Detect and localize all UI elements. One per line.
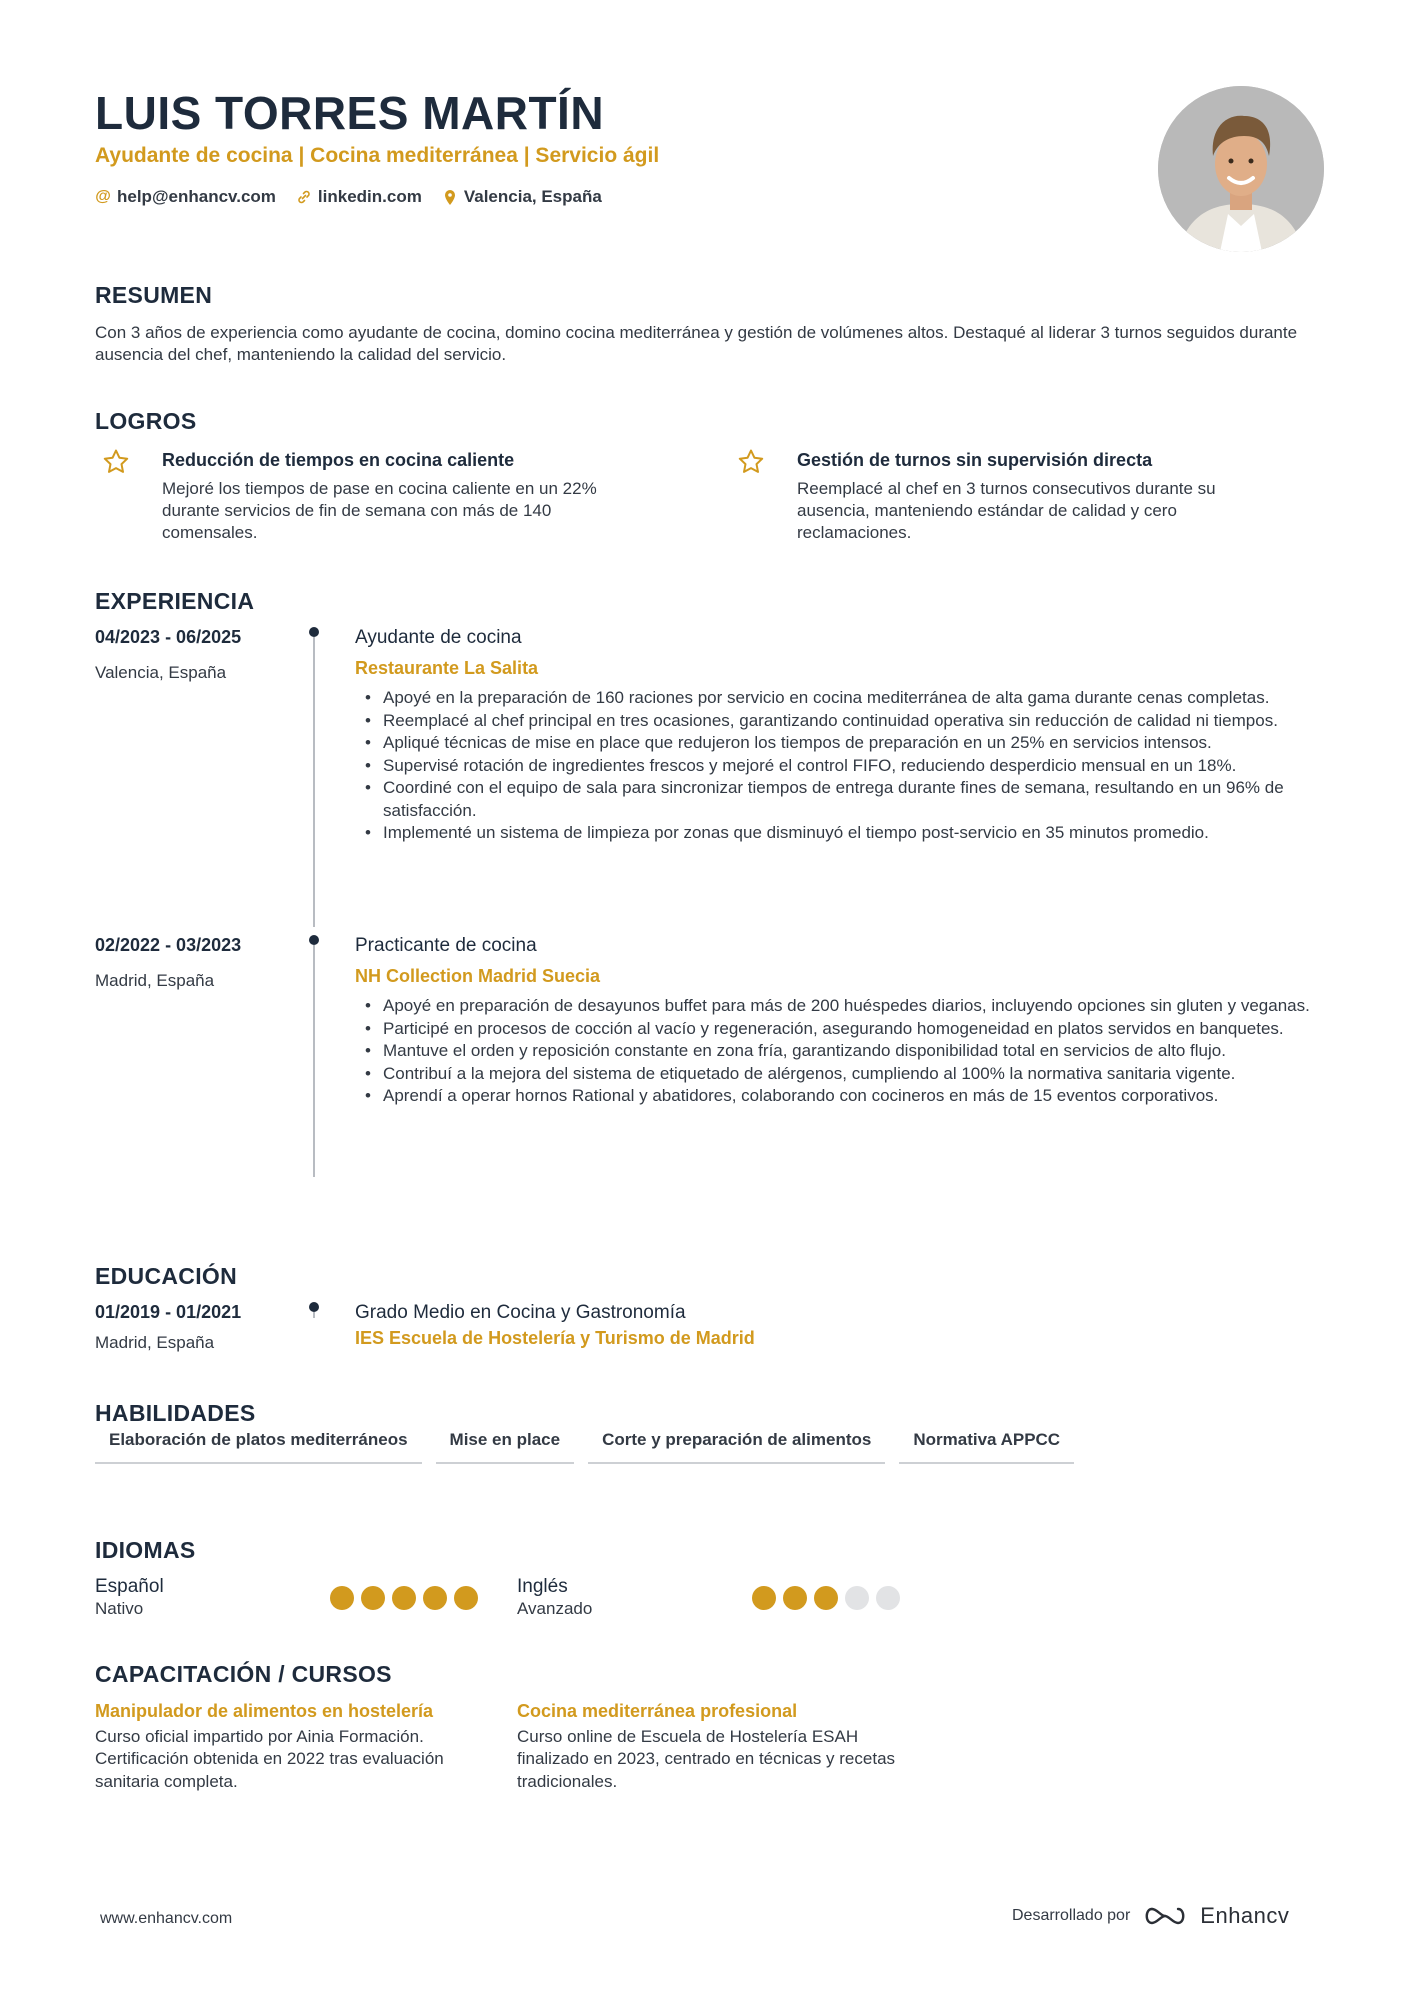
course-title: Manipulador de alimentos en hostelería bbox=[95, 1701, 434, 1721]
experience-bullet: • Coordiné con el equipo de sala para sincronizar tiempos de entrega durante fines de semana, resultando en un 96% de satisfacción. bbox=[355, 777, 1325, 822]
languages-title: IDIOMAS bbox=[95, 1537, 196, 1563]
at-icon: @ bbox=[95, 188, 111, 205]
language-level: Nativo bbox=[95, 1599, 144, 1618]
experience-bullet: • Reemplacé al chef principal en tres ocasiones, garantizando continuidad operativa sin reducción de calidad ni tiempos. bbox=[355, 710, 1325, 733]
experience-bullet: • Supervisé rotación de ingredientes frescos y mejoré el control FIFO, reduciendo desperdicio mensual en un 18%. bbox=[355, 755, 1325, 778]
experience-dates: 04/2023 - 06/2025 bbox=[95, 627, 242, 647]
timeline-dot bbox=[309, 627, 319, 637]
language-rating bbox=[752, 1586, 900, 1610]
achievements-title: LOGROS bbox=[95, 408, 197, 434]
experience-bullet: • Apoyé en la preparación de 160 raciones por servicio en cocina mediterránea de alta gama durante cenas completas. bbox=[355, 687, 1325, 710]
experience-bullet: • Participé en procesos de cocción al vacío y regeneración, asegurando homogeneidad en platos servidos en banquetes. bbox=[355, 1018, 1325, 1041]
rating-dot-filled bbox=[814, 1586, 838, 1610]
enhancv-logo-icon bbox=[1142, 1904, 1188, 1928]
candidate-name: LUIS TORRES MARTÍN bbox=[95, 87, 605, 139]
experience-bullet: • Contribuí a la mejora del sistema de etiquetado de alérgenos, cumpliendo al 100% la normativa sanitaria vigente. bbox=[355, 1063, 1325, 1086]
footer-website[interactable]: www.enhancv.com bbox=[100, 1910, 233, 1927]
education-title: EDUCACIÓN bbox=[95, 1263, 237, 1289]
footer-branding bbox=[1012, 1903, 1289, 1929]
contact-email[interactable] bbox=[95, 187, 276, 207]
rating-dot-empty bbox=[876, 1586, 900, 1610]
contact-list bbox=[95, 187, 602, 207]
language-name: Inglés bbox=[517, 1576, 568, 1597]
education-degree: Grado Medio en Cocina y Gastronomía bbox=[355, 1302, 686, 1323]
rating-dot-empty bbox=[845, 1586, 869, 1610]
contact-location bbox=[442, 187, 602, 207]
rating-dot-filled bbox=[330, 1586, 354, 1610]
course-text: Curso oficial impartido por Ainia Formación. Certificación obtenida en 2022 tras evaluación sanitaria completa. bbox=[95, 1726, 444, 1791]
star-icon bbox=[737, 448, 765, 476]
rating-dot-filled bbox=[423, 1586, 447, 1610]
footer-powered-by: Desarrollado por bbox=[1012, 1907, 1131, 1924]
experience-company: NH Collection Madrid Suecia bbox=[355, 966, 601, 986]
experience-role: Ayudante de cocina bbox=[355, 627, 522, 648]
timeline-dot bbox=[309, 935, 319, 945]
skill-tag: Corte y preparación de alimentos bbox=[588, 1430, 885, 1464]
experience-dates: 02/2022 - 03/2023 bbox=[95, 935, 242, 955]
contact-email-text: help@enhancv.com bbox=[117, 187, 276, 206]
achievement-title: Gestión de turnos sin supervisión directa bbox=[797, 450, 1153, 470]
timeline-line bbox=[313, 945, 315, 1177]
courses-title: CAPACITACIÓN / CURSOS bbox=[95, 1661, 392, 1687]
rating-dot-filled bbox=[392, 1586, 416, 1610]
education-school: IES Escuela de Hostelería y Turismo de Madrid bbox=[355, 1328, 755, 1348]
education-dates: 01/2019 - 01/2021 bbox=[95, 1302, 242, 1322]
candidate-headline: Ayudante de cocina | Cocina mediterránea | Servicio ágil bbox=[95, 144, 660, 167]
link-icon bbox=[296, 189, 312, 205]
skill-tag: Normativa APPCC bbox=[899, 1430, 1074, 1464]
location-pin-icon bbox=[442, 189, 458, 206]
experience-bullets bbox=[355, 687, 1325, 845]
education-location: Madrid, España bbox=[95, 1333, 215, 1352]
experience-bullet: • Aprendí a operar hornos Rational y abatidores, colaborando con cocineros en más de 15 eventos corporativos. bbox=[355, 1085, 1325, 1108]
course-title: Cocina mediterránea profesional bbox=[517, 1701, 798, 1721]
experience-bullet: • Apliqué técnicas de mise en place que redujeron los tiempos de preparación en un 25% en servicios intensos. bbox=[355, 732, 1325, 755]
achievement-text: Reemplacé al chef en 3 turnos consecutivos durante su ausencia, manteniendo estándar de calidad y cero reclamaciones. bbox=[797, 479, 1216, 542]
skills-title: HABILIDADES bbox=[95, 1400, 256, 1426]
timeline-line bbox=[313, 1312, 315, 1318]
skills-list bbox=[95, 1430, 1074, 1464]
language-name: Español bbox=[95, 1576, 164, 1597]
experience-bullet: • Apoyé en preparación de desayunos buffet para más de 200 huéspedes diarios, incluyendo opciones sin gluten y veganas. bbox=[355, 995, 1325, 1018]
experience-company: Restaurante La Salita bbox=[355, 658, 539, 678]
experience-location: Madrid, España bbox=[95, 971, 215, 990]
course-item bbox=[95, 1700, 485, 1793]
achievement-title: Reducción de tiempos en cocina caliente bbox=[162, 450, 515, 470]
skill-tag: Mise en place bbox=[436, 1430, 575, 1464]
footer-brand: Enhancv bbox=[1200, 1903, 1290, 1928]
language-level: Avanzado bbox=[517, 1599, 593, 1618]
experience-role: Practicante de cocina bbox=[355, 935, 537, 956]
timeline-line bbox=[313, 637, 315, 927]
timeline-dot bbox=[309, 1302, 319, 1312]
experience-title: EXPERIENCIA bbox=[95, 588, 255, 614]
course-item bbox=[517, 1700, 907, 1793]
star-icon bbox=[102, 448, 130, 476]
skill-tag: Elaboración de platos mediterráneos bbox=[95, 1430, 422, 1464]
rating-dot-filled bbox=[454, 1586, 478, 1610]
summary-title: RESUMEN bbox=[95, 282, 213, 308]
summary-text: Con 3 años de experiencia como ayudante de cocina, domino cocina mediterránea y gestión de volúmenes altos. Destaqué al liderar 3 turnos seguidos durante ausencia del chef, manteniendo la calidad del servicio. bbox=[95, 323, 1298, 364]
achievement-text: Mejoré los tiempos de pase en cocina caliente en un 22% durante servicios de fin de semana con más de 140 comensales. bbox=[162, 479, 597, 542]
experience-bullet: • Mantuve el orden y reposición constante en zona fría, garantizando disponibilidad total en servicios de alto flujo. bbox=[355, 1040, 1325, 1063]
language-item bbox=[517, 1576, 592, 1619]
rating-dot-filled bbox=[361, 1586, 385, 1610]
experience-location: Valencia, España bbox=[95, 663, 227, 682]
experience-bullets bbox=[355, 995, 1325, 1108]
contact-linkedin[interactable] bbox=[296, 187, 422, 207]
language-rating bbox=[330, 1586, 478, 1610]
rating-dot-filled bbox=[783, 1586, 807, 1610]
rating-dot-filled bbox=[752, 1586, 776, 1610]
language-item bbox=[95, 1576, 164, 1619]
profile-photo bbox=[1158, 86, 1324, 252]
experience-bullet: • Implementé un sistema de limpieza por zonas que disminuyó el tiempo post-servicio en 35 minutos promedio. bbox=[355, 822, 1325, 845]
contact-location-text: Valencia, España bbox=[463, 187, 602, 206]
contact-linkedin-text: linkedin.com bbox=[317, 187, 422, 206]
course-text: Curso online de Escuela de Hostelería ESAH finalizado en 2023, centrado en técnicas y recetas tradicionales. bbox=[517, 1726, 896, 1791]
